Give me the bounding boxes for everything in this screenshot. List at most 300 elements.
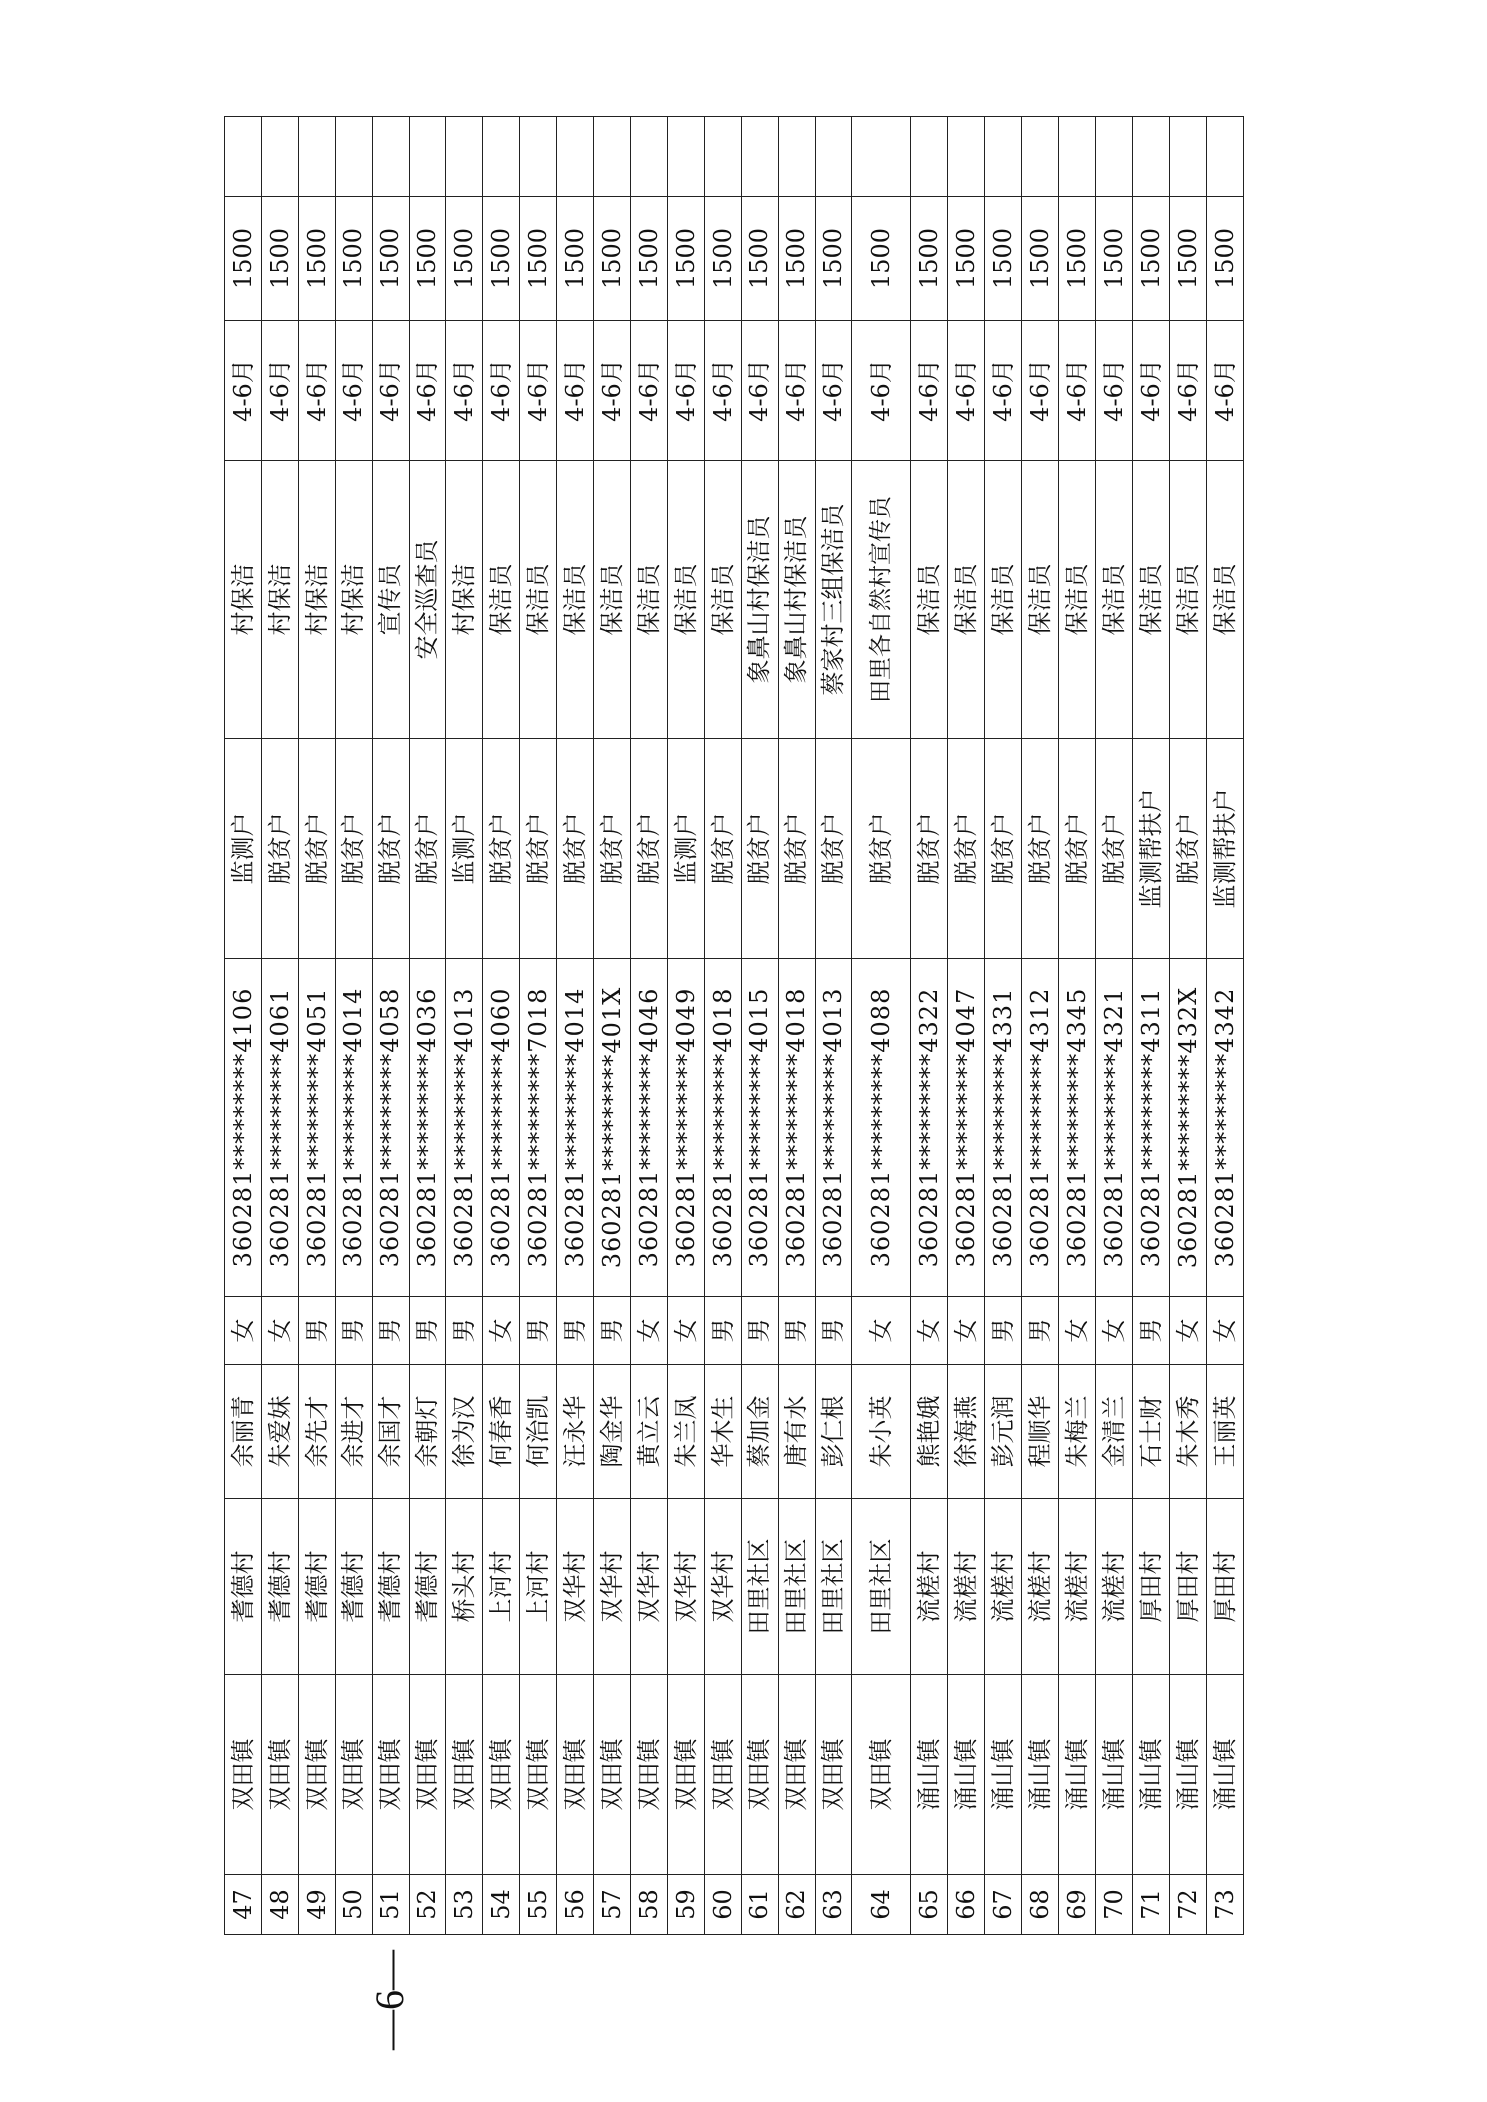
cell-amount: 1500 [704, 197, 741, 321]
cell-index: 57 [594, 1875, 631, 1935]
cell-note [667, 117, 704, 197]
cell-village: 流槎村 [985, 1499, 1022, 1675]
table-row [1059, 117, 1096, 1935]
cell-village: 厚田村 [1206, 1499, 1243, 1675]
cell-town: 涌山镇 [1169, 1675, 1206, 1875]
cell-position: 蔡家村三组保洁员 [815, 461, 852, 739]
cell-household-type: 监测户 [446, 739, 483, 959]
cell-household-type: 脱贫户 [520, 739, 557, 959]
cell-note [594, 117, 631, 197]
cell-period: 4-6月 [1096, 321, 1133, 461]
cell-town: 双田镇 [446, 1675, 483, 1875]
cell-gender: 男 [741, 1297, 778, 1365]
table-row [1096, 117, 1133, 1935]
cell-household-type: 脱贫户 [298, 739, 335, 959]
cell-name: 朱梅兰 [1059, 1365, 1096, 1499]
cell-gender: 男 [1132, 1297, 1169, 1365]
cell-position: 保洁员 [1059, 461, 1096, 739]
cell-amount: 1500 [948, 197, 985, 321]
cell-period: 4-6月 [483, 321, 520, 461]
cell-village: 双华村 [704, 1499, 741, 1675]
cell-name: 朱木秀 [1169, 1365, 1206, 1499]
cell-amount: 1500 [335, 197, 372, 321]
cell-period: 4-6月 [372, 321, 409, 461]
cell-position: 保洁员 [1206, 461, 1243, 739]
cell-id-number: 360281*********4047 [948, 959, 985, 1297]
cell-index: 48 [261, 1875, 298, 1935]
cell-gender: 男 [298, 1297, 335, 1365]
cell-town: 双田镇 [741, 1675, 778, 1875]
cell-position: 保洁员 [483, 461, 520, 739]
cell-position: 保洁员 [704, 461, 741, 739]
table-row [225, 117, 262, 1935]
cell-period: 4-6月 [1206, 321, 1243, 461]
cell-period: 4-6月 [298, 321, 335, 461]
cell-name: 蔡加金 [741, 1365, 778, 1499]
cell-period: 4-6月 [741, 321, 778, 461]
cell-village: 桥头村 [446, 1499, 483, 1675]
cell-period: 4-6月 [520, 321, 557, 461]
cell-town: 双田镇 [557, 1675, 594, 1875]
cell-town: 涌山镇 [1132, 1675, 1169, 1875]
cell-town: 双田镇 [335, 1675, 372, 1875]
cell-amount: 1500 [298, 197, 335, 321]
cell-gender: 男 [335, 1297, 372, 1365]
cell-village: 流槎村 [1059, 1499, 1096, 1675]
cell-position: 村保洁 [335, 461, 372, 739]
cell-note [911, 117, 948, 197]
cell-period: 4-6月 [985, 321, 1022, 461]
cell-position: 保洁员 [1022, 461, 1059, 739]
table-row [446, 117, 483, 1935]
cell-id-number: 360281*********4013 [446, 959, 483, 1297]
cell-household-type: 脱贫户 [1096, 739, 1133, 959]
cell-village: 流槎村 [1022, 1499, 1059, 1675]
cell-index: 47 [225, 1875, 262, 1935]
cell-gender: 男 [446, 1297, 483, 1365]
cell-position: 村保洁 [298, 461, 335, 739]
cell-amount: 1500 [1096, 197, 1133, 321]
cell-household-type: 脱贫户 [704, 739, 741, 959]
cell-amount: 1500 [446, 197, 483, 321]
cell-household-type: 监测户 [225, 739, 262, 959]
cell-household-type: 监测户 [667, 739, 704, 959]
cell-index: 69 [1059, 1875, 1096, 1935]
cell-gender: 女 [1096, 1297, 1133, 1365]
cell-index: 56 [557, 1875, 594, 1935]
cell-amount: 1500 [483, 197, 520, 321]
cell-index: 73 [1206, 1875, 1243, 1935]
cell-gender: 女 [261, 1297, 298, 1365]
cell-note [1096, 117, 1133, 197]
cell-name: 余进才 [335, 1365, 372, 1499]
cell-village: 上河村 [483, 1499, 520, 1675]
table-row [852, 117, 911, 1935]
cell-village: 田里社区 [852, 1499, 911, 1675]
cell-gender: 男 [594, 1297, 631, 1365]
cell-position: 保洁员 [557, 461, 594, 739]
cell-name: 何治凯 [520, 1365, 557, 1499]
cell-gender: 女 [225, 1297, 262, 1365]
cell-household-type: 脱贫户 [985, 739, 1022, 959]
cell-name: 朱兰凤 [667, 1365, 704, 1499]
cell-position: 象鼻山村保洁员 [778, 461, 815, 739]
cell-period: 4-6月 [261, 321, 298, 461]
table-row [594, 117, 631, 1935]
cell-household-type: 脱贫户 [911, 739, 948, 959]
cell-town: 双田镇 [298, 1675, 335, 1875]
cell-period: 4-6月 [852, 321, 911, 461]
cell-note [852, 117, 911, 197]
table-row [557, 117, 594, 1935]
cell-id-number: 360281*********4015 [741, 959, 778, 1297]
table-body [225, 117, 1244, 1935]
table-row [667, 117, 704, 1935]
cell-position: 保洁员 [1169, 461, 1206, 739]
cell-household-type: 脱贫户 [741, 739, 778, 959]
cell-index: 55 [520, 1875, 557, 1935]
cell-index: 70 [1096, 1875, 1133, 1935]
cell-village: 流槎村 [1096, 1499, 1133, 1675]
table-row [335, 117, 372, 1935]
cell-town: 双田镇 [520, 1675, 557, 1875]
cell-village: 耆德村 [372, 1499, 409, 1675]
cell-id-number: 360281*********4036 [409, 959, 446, 1297]
cell-id-number: 360281*********4060 [483, 959, 520, 1297]
cell-town: 涌山镇 [1022, 1675, 1059, 1875]
cell-gender: 男 [815, 1297, 852, 1365]
cell-name: 王丽英 [1206, 1365, 1243, 1499]
cell-household-type: 脱贫户 [409, 739, 446, 959]
cell-period: 4-6月 [557, 321, 594, 461]
cell-position: 保洁员 [948, 461, 985, 739]
cell-name: 余先才 [298, 1365, 335, 1499]
cell-note [630, 117, 667, 197]
cell-village: 厚田村 [1169, 1499, 1206, 1675]
cell-period: 4-6月 [667, 321, 704, 461]
cell-note [1132, 117, 1169, 197]
cell-name: 徐为汉 [446, 1365, 483, 1499]
cell-index: 60 [704, 1875, 741, 1935]
cell-household-type: 脱贫户 [852, 739, 911, 959]
cell-id-number: 360281*********4106 [225, 959, 262, 1297]
cell-town: 双田镇 [704, 1675, 741, 1875]
cell-note [225, 117, 262, 197]
cell-index: 68 [1022, 1875, 1059, 1935]
cell-town: 涌山镇 [948, 1675, 985, 1875]
cell-village: 双华村 [630, 1499, 667, 1675]
cell-household-type: 脱贫户 [557, 739, 594, 959]
cell-index: 58 [630, 1875, 667, 1935]
cell-name: 金清兰 [1096, 1365, 1133, 1499]
cell-gender: 女 [1206, 1297, 1243, 1365]
cell-name: 余国才 [372, 1365, 409, 1499]
cell-village: 田里社区 [778, 1499, 815, 1675]
cell-household-type: 脱贫户 [1169, 739, 1206, 959]
cell-name: 程顺华 [1022, 1365, 1059, 1499]
cell-amount: 1500 [1206, 197, 1243, 321]
cell-index: 50 [335, 1875, 372, 1935]
cell-amount: 1500 [1132, 197, 1169, 321]
cell-position: 保洁员 [594, 461, 631, 739]
cell-name: 唐有水 [778, 1365, 815, 1499]
cell-village: 耆德村 [298, 1499, 335, 1675]
cell-gender: 男 [372, 1297, 409, 1365]
cell-period: 4-6月 [446, 321, 483, 461]
cell-amount: 1500 [594, 197, 631, 321]
cell-period: 4-6月 [948, 321, 985, 461]
cell-index: 64 [852, 1875, 911, 1935]
cell-period: 4-6月 [815, 321, 852, 461]
cell-index: 72 [1169, 1875, 1206, 1935]
table-row [815, 117, 852, 1935]
cell-town: 双田镇 [483, 1675, 520, 1875]
cell-note [948, 117, 985, 197]
cell-town: 涌山镇 [985, 1675, 1022, 1875]
cell-period: 4-6月 [704, 321, 741, 461]
cell-position: 保洁员 [520, 461, 557, 739]
cell-gender: 女 [852, 1297, 911, 1365]
table-row [778, 117, 815, 1935]
cell-amount: 1500 [225, 197, 262, 321]
cell-amount: 1500 [815, 197, 852, 321]
cell-note [261, 117, 298, 197]
cell-village: 田里社区 [741, 1499, 778, 1675]
cell-period: 4-6月 [630, 321, 667, 461]
cell-note [704, 117, 741, 197]
cell-note [483, 117, 520, 197]
cell-gender: 女 [1169, 1297, 1206, 1365]
cell-town: 双田镇 [372, 1675, 409, 1875]
cell-index: 66 [948, 1875, 985, 1935]
cell-position: 保洁员 [985, 461, 1022, 739]
table-row [1206, 117, 1243, 1935]
cell-period: 4-6月 [1132, 321, 1169, 461]
cell-household-type: 脱贫户 [815, 739, 852, 959]
cell-gender: 女 [1059, 1297, 1096, 1365]
cell-period: 4-6月 [1059, 321, 1096, 461]
cell-name: 朱小英 [852, 1365, 911, 1499]
cell-amount: 1500 [630, 197, 667, 321]
cell-note [409, 117, 446, 197]
cell-village: 上河村 [520, 1499, 557, 1675]
cell-household-type: 脱贫户 [778, 739, 815, 959]
cell-name: 朱爱妹 [261, 1365, 298, 1499]
cell-amount: 1500 [741, 197, 778, 321]
cell-household-type: 脱贫户 [483, 739, 520, 959]
cell-town: 涌山镇 [1096, 1675, 1133, 1875]
cell-name: 熊艳娥 [911, 1365, 948, 1499]
cell-town: 双田镇 [409, 1675, 446, 1875]
cell-position: 村保洁 [261, 461, 298, 739]
cell-household-type: 脱贫户 [594, 739, 631, 959]
cell-name: 黄立云 [630, 1365, 667, 1499]
cell-note [1206, 117, 1243, 197]
cell-amount: 1500 [985, 197, 1022, 321]
table-row [741, 117, 778, 1935]
cell-note [446, 117, 483, 197]
cell-gender: 男 [778, 1297, 815, 1365]
cell-index: 67 [985, 1875, 1022, 1935]
table-row [985, 117, 1022, 1935]
cell-name: 汪永华 [557, 1365, 594, 1499]
cell-period: 4-6月 [409, 321, 446, 461]
cell-period: 4-6月 [594, 321, 631, 461]
cell-position: 保洁员 [1132, 461, 1169, 739]
cell-period: 4-6月 [335, 321, 372, 461]
cell-gender: 男 [985, 1297, 1022, 1365]
cell-id-number: 360281*********4342 [1206, 959, 1243, 1297]
cell-amount: 1500 [667, 197, 704, 321]
table-row [520, 117, 557, 1935]
cell-period: 4-6月 [778, 321, 815, 461]
table-row [1169, 117, 1206, 1935]
cell-note [741, 117, 778, 197]
cell-name: 徐海燕 [948, 1365, 985, 1499]
cell-position: 保洁员 [1096, 461, 1133, 739]
cell-id-number: 360281*********4345 [1059, 959, 1096, 1297]
cell-id-number: 360281*********4051 [298, 959, 335, 1297]
cell-town: 双田镇 [261, 1675, 298, 1875]
cell-town: 涌山镇 [1206, 1675, 1243, 1875]
cell-note [298, 117, 335, 197]
cell-amount: 1500 [1059, 197, 1096, 321]
cell-id-number: 360281*********4014 [557, 959, 594, 1297]
cell-period: 4-6月 [225, 321, 262, 461]
cell-index: 51 [372, 1875, 409, 1935]
cell-id-number: 360281*********4321 [1096, 959, 1133, 1297]
cell-id-number: 360281*********4061 [261, 959, 298, 1297]
cell-household-type: 脱贫户 [335, 739, 372, 959]
table-row [261, 117, 298, 1935]
cell-index: 61 [741, 1875, 778, 1935]
cell-name: 何春香 [483, 1365, 520, 1499]
cell-amount: 1500 [778, 197, 815, 321]
cell-name: 陶金华 [594, 1365, 631, 1499]
cell-index: 63 [815, 1875, 852, 1935]
cell-id-number: 360281*********4046 [630, 959, 667, 1297]
table-row [1132, 117, 1169, 1935]
cell-town: 双田镇 [630, 1675, 667, 1875]
cell-id-number: 360281*********4018 [778, 959, 815, 1297]
cell-village: 耆德村 [261, 1499, 298, 1675]
cell-name: 彭仁根 [815, 1365, 852, 1499]
cell-position: 田里各自然村宣传员 [852, 461, 911, 739]
table-row [704, 117, 741, 1935]
cell-gender: 男 [520, 1297, 557, 1365]
cell-household-type: 监测帮扶户 [1132, 739, 1169, 959]
cell-id-number: 360281*********7018 [520, 959, 557, 1297]
cell-index: 54 [483, 1875, 520, 1935]
cell-amount: 1500 [520, 197, 557, 321]
cell-amount: 1500 [409, 197, 446, 321]
cell-gender: 女 [630, 1297, 667, 1365]
table-row [911, 117, 948, 1935]
cell-period: 4-6月 [1169, 321, 1206, 461]
cell-note [1059, 117, 1096, 197]
cell-index: 49 [298, 1875, 335, 1935]
cell-household-type: 脱贫户 [261, 739, 298, 959]
cell-period: 4-6月 [911, 321, 948, 461]
cell-gender: 女 [948, 1297, 985, 1365]
cell-town: 双田镇 [667, 1675, 704, 1875]
cell-name: 余丽青 [225, 1365, 262, 1499]
rotated-table-container [224, 117, 1244, 1935]
cell-gender: 男 [557, 1297, 594, 1365]
cell-amount: 1500 [852, 197, 911, 321]
page-number-container [360, 1940, 420, 2060]
cell-index: 52 [409, 1875, 446, 1935]
cell-position: 保洁员 [667, 461, 704, 739]
cell-amount: 1500 [261, 197, 298, 321]
cell-position: 象鼻山村保洁员 [741, 461, 778, 739]
cell-index: 53 [446, 1875, 483, 1935]
cell-note [815, 117, 852, 197]
cell-id-number: 360281*********4018 [704, 959, 741, 1297]
cell-household-type: 脱贫户 [1022, 739, 1059, 959]
cell-village: 双华村 [667, 1499, 704, 1675]
cell-note [778, 117, 815, 197]
cell-id-number: 360281*********4311 [1132, 959, 1169, 1297]
cell-id-number: 360281*********432X [1169, 959, 1206, 1297]
beneficiary-table [224, 116, 1244, 1935]
cell-position: 村保洁 [446, 461, 483, 739]
cell-id-number: 360281*********401X [594, 959, 631, 1297]
cell-amount: 1500 [557, 197, 594, 321]
table-row [372, 117, 409, 1935]
cell-amount: 1500 [1169, 197, 1206, 321]
cell-name: 石士财 [1132, 1365, 1169, 1499]
cell-village: 耆德村 [335, 1499, 372, 1675]
cell-note [1169, 117, 1206, 197]
cell-household-type: 监测帮扶户 [1206, 739, 1243, 959]
cell-household-type: 脱贫户 [1059, 739, 1096, 959]
cell-id-number: 360281*********4312 [1022, 959, 1059, 1297]
cell-name: 彭元润 [985, 1365, 1022, 1499]
cell-gender: 女 [667, 1297, 704, 1365]
cell-id-number: 360281*********4013 [815, 959, 852, 1297]
cell-id-number: 360281*********4014 [335, 959, 372, 1297]
cell-village: 厚田村 [1132, 1499, 1169, 1675]
cell-id-number: 360281*********4088 [852, 959, 911, 1297]
table-row [409, 117, 446, 1935]
cell-position: 村保洁 [225, 461, 262, 739]
cell-amount: 1500 [911, 197, 948, 321]
cell-gender: 男 [1022, 1297, 1059, 1365]
cell-id-number: 360281*********4331 [985, 959, 1022, 1297]
table-row [1022, 117, 1059, 1935]
cell-town: 涌山镇 [1059, 1675, 1096, 1875]
cell-village: 流槎村 [911, 1499, 948, 1675]
cell-household-type: 脱贫户 [630, 739, 667, 959]
cell-position: 安全巡查员 [409, 461, 446, 739]
cell-id-number: 360281*********4058 [372, 959, 409, 1297]
cell-position: 保洁员 [911, 461, 948, 739]
table-row [948, 117, 985, 1935]
cell-household-type: 脱贫户 [372, 739, 409, 959]
cell-name: 余朝灯 [409, 1365, 446, 1499]
cell-note [985, 117, 1022, 197]
page-number: —6— [367, 1950, 412, 2050]
cell-amount: 1500 [372, 197, 409, 321]
cell-gender: 男 [704, 1297, 741, 1365]
cell-gender: 女 [483, 1297, 520, 1365]
cell-note [1022, 117, 1059, 197]
cell-village: 流槎村 [948, 1499, 985, 1675]
cell-index: 59 [667, 1875, 704, 1935]
cell-amount: 1500 [1022, 197, 1059, 321]
table-row [483, 117, 520, 1935]
